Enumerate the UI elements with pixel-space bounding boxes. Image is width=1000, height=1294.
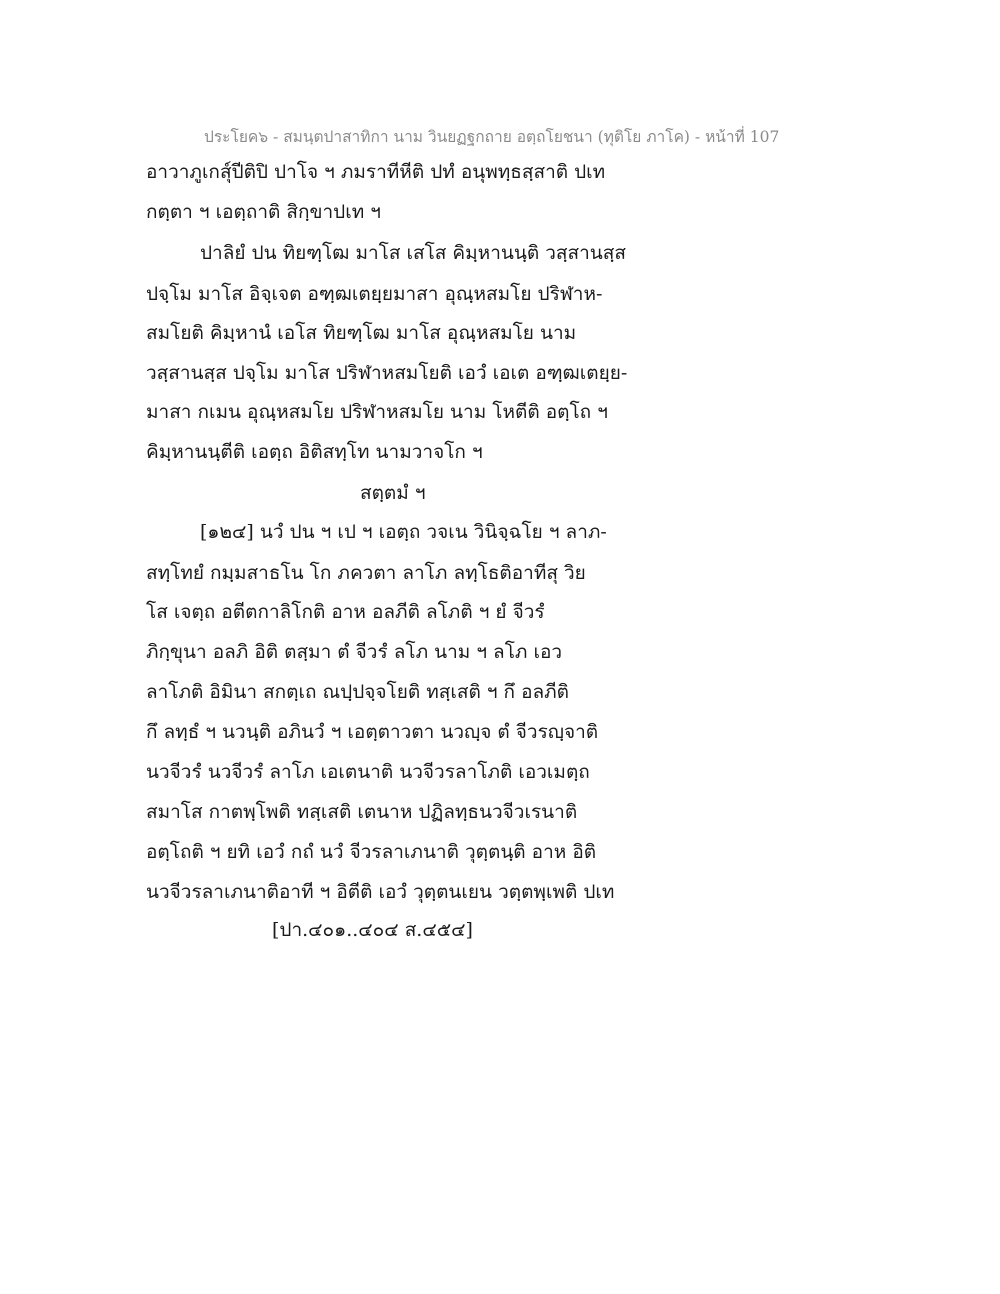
para2-line-3: สมโยติ คิมฺหานํ เอโส ทิยฑฺโฒ มาโส อุณฺหสมโย นาม [146,322,577,344]
para2-line-6: คิมฺหานนฺตีติ เอตฺถ อิติสทฺโท นามวาจโก ฯ [146,441,483,463]
para3-line-3: โส เจตฺถ อตีตกาลิโกติ อาห อลภีติ ลโภติ ฯ ยํ จีวรํ [146,601,545,623]
reference-citation: [ปา.๔๐๑..๔๐๔ ส.๔๕๔] [272,919,473,941]
para3-line-5: ลาโภติ อิมินา สกตฺเถ ณปฺปจฺจโยติ ทสฺเสติ ฯ กึ อลภีติ [146,681,570,703]
para3-line-2: สทฺโทยํ กมฺมสาธโน โก ภควตา ลาโภ ลทฺโธติอาทีสุ วิย [146,562,586,584]
running-header: ประโยค๖ - สมนฺตปาสาทิกา นาม วินยฏฐกถาย อตฺถโยชนา (ทุติโย ภาโค) - หน้าที่ 107 [204,128,780,146]
para3-line-9: อตฺโถติ ฯ ยทิ เอวํ กถํ นวํ จีวรลาเภนาติ วุตฺตนฺติ อาห อิติ [146,841,597,863]
para2-line-5: มาสา กเมน อุณฺหสมโย ปริฬาหสมโย นาม โหตีติ อตฺโถ ฯ [146,401,608,423]
para3-line-1: [๑๒๔] นวํ ปน ฯ เป ฯ เอตฺถ วจเน วินิจฺฉโย ฯ ลาภ- [200,521,607,543]
para3-line-10: นวจีวรลาเภนาติอาที ฯ อิตีติ เอวํ วุตฺตนเยน วตฺตพฺเพติ ปเท [146,881,615,903]
para2-line-2: ปจฺโม มาโส อิจฺเจต อฑฺฒเตยฺยมาสา อุณฺหสมโย ปริฬาห- [146,283,603,305]
para1-line-2: กตฺตา ฯ เอตฺถาติ สิกฺขาปเท ฯ [146,201,381,223]
para2-line-4: วสฺสานสฺส ปจฺโม มาโส ปริฬาหสมโยติ เอวํ เอเต อฑฺฒเตยฺย- [146,362,628,384]
para3-line-4: ภิกฺขุนา อลภิ อิติ ตสฺมา ตํ จีวรํ ลโภ นาม ฯ ลโภ เอว [146,641,563,663]
para1-line-1: อาวาภูเกสุ์ปีติปิ ปาโจ ฯ ภมราทีหีติ ปทํ อนุพทฺธสฺสาติ ปเท [146,161,606,183]
para3-line-6: กึ ลทฺธํ ฯ นวนฺติ อภินวํ ฯ เอตฺตาวตา นวญฺจ ตํ จีวรญฺจาติ [146,721,599,743]
section-title: สตฺตมํ ฯ [360,482,426,504]
para3-line-8: สมาโส กาตพฺโพติ ทสฺเสติ เตนาห ปฏิลทฺธนวจีวเรนาติ [146,801,578,823]
para2-line-1: ปาลิยํ ปน ทิยฑฺโฒ มาโส เสโส คิมฺหานนฺติ วสฺสานสฺส [200,242,626,264]
para3-line-7: นวจีวรํ นวจีวรํ ลาโภ เอเตนาติ นวจีวรลาโภติ เอวเมตฺถ [146,761,590,783]
